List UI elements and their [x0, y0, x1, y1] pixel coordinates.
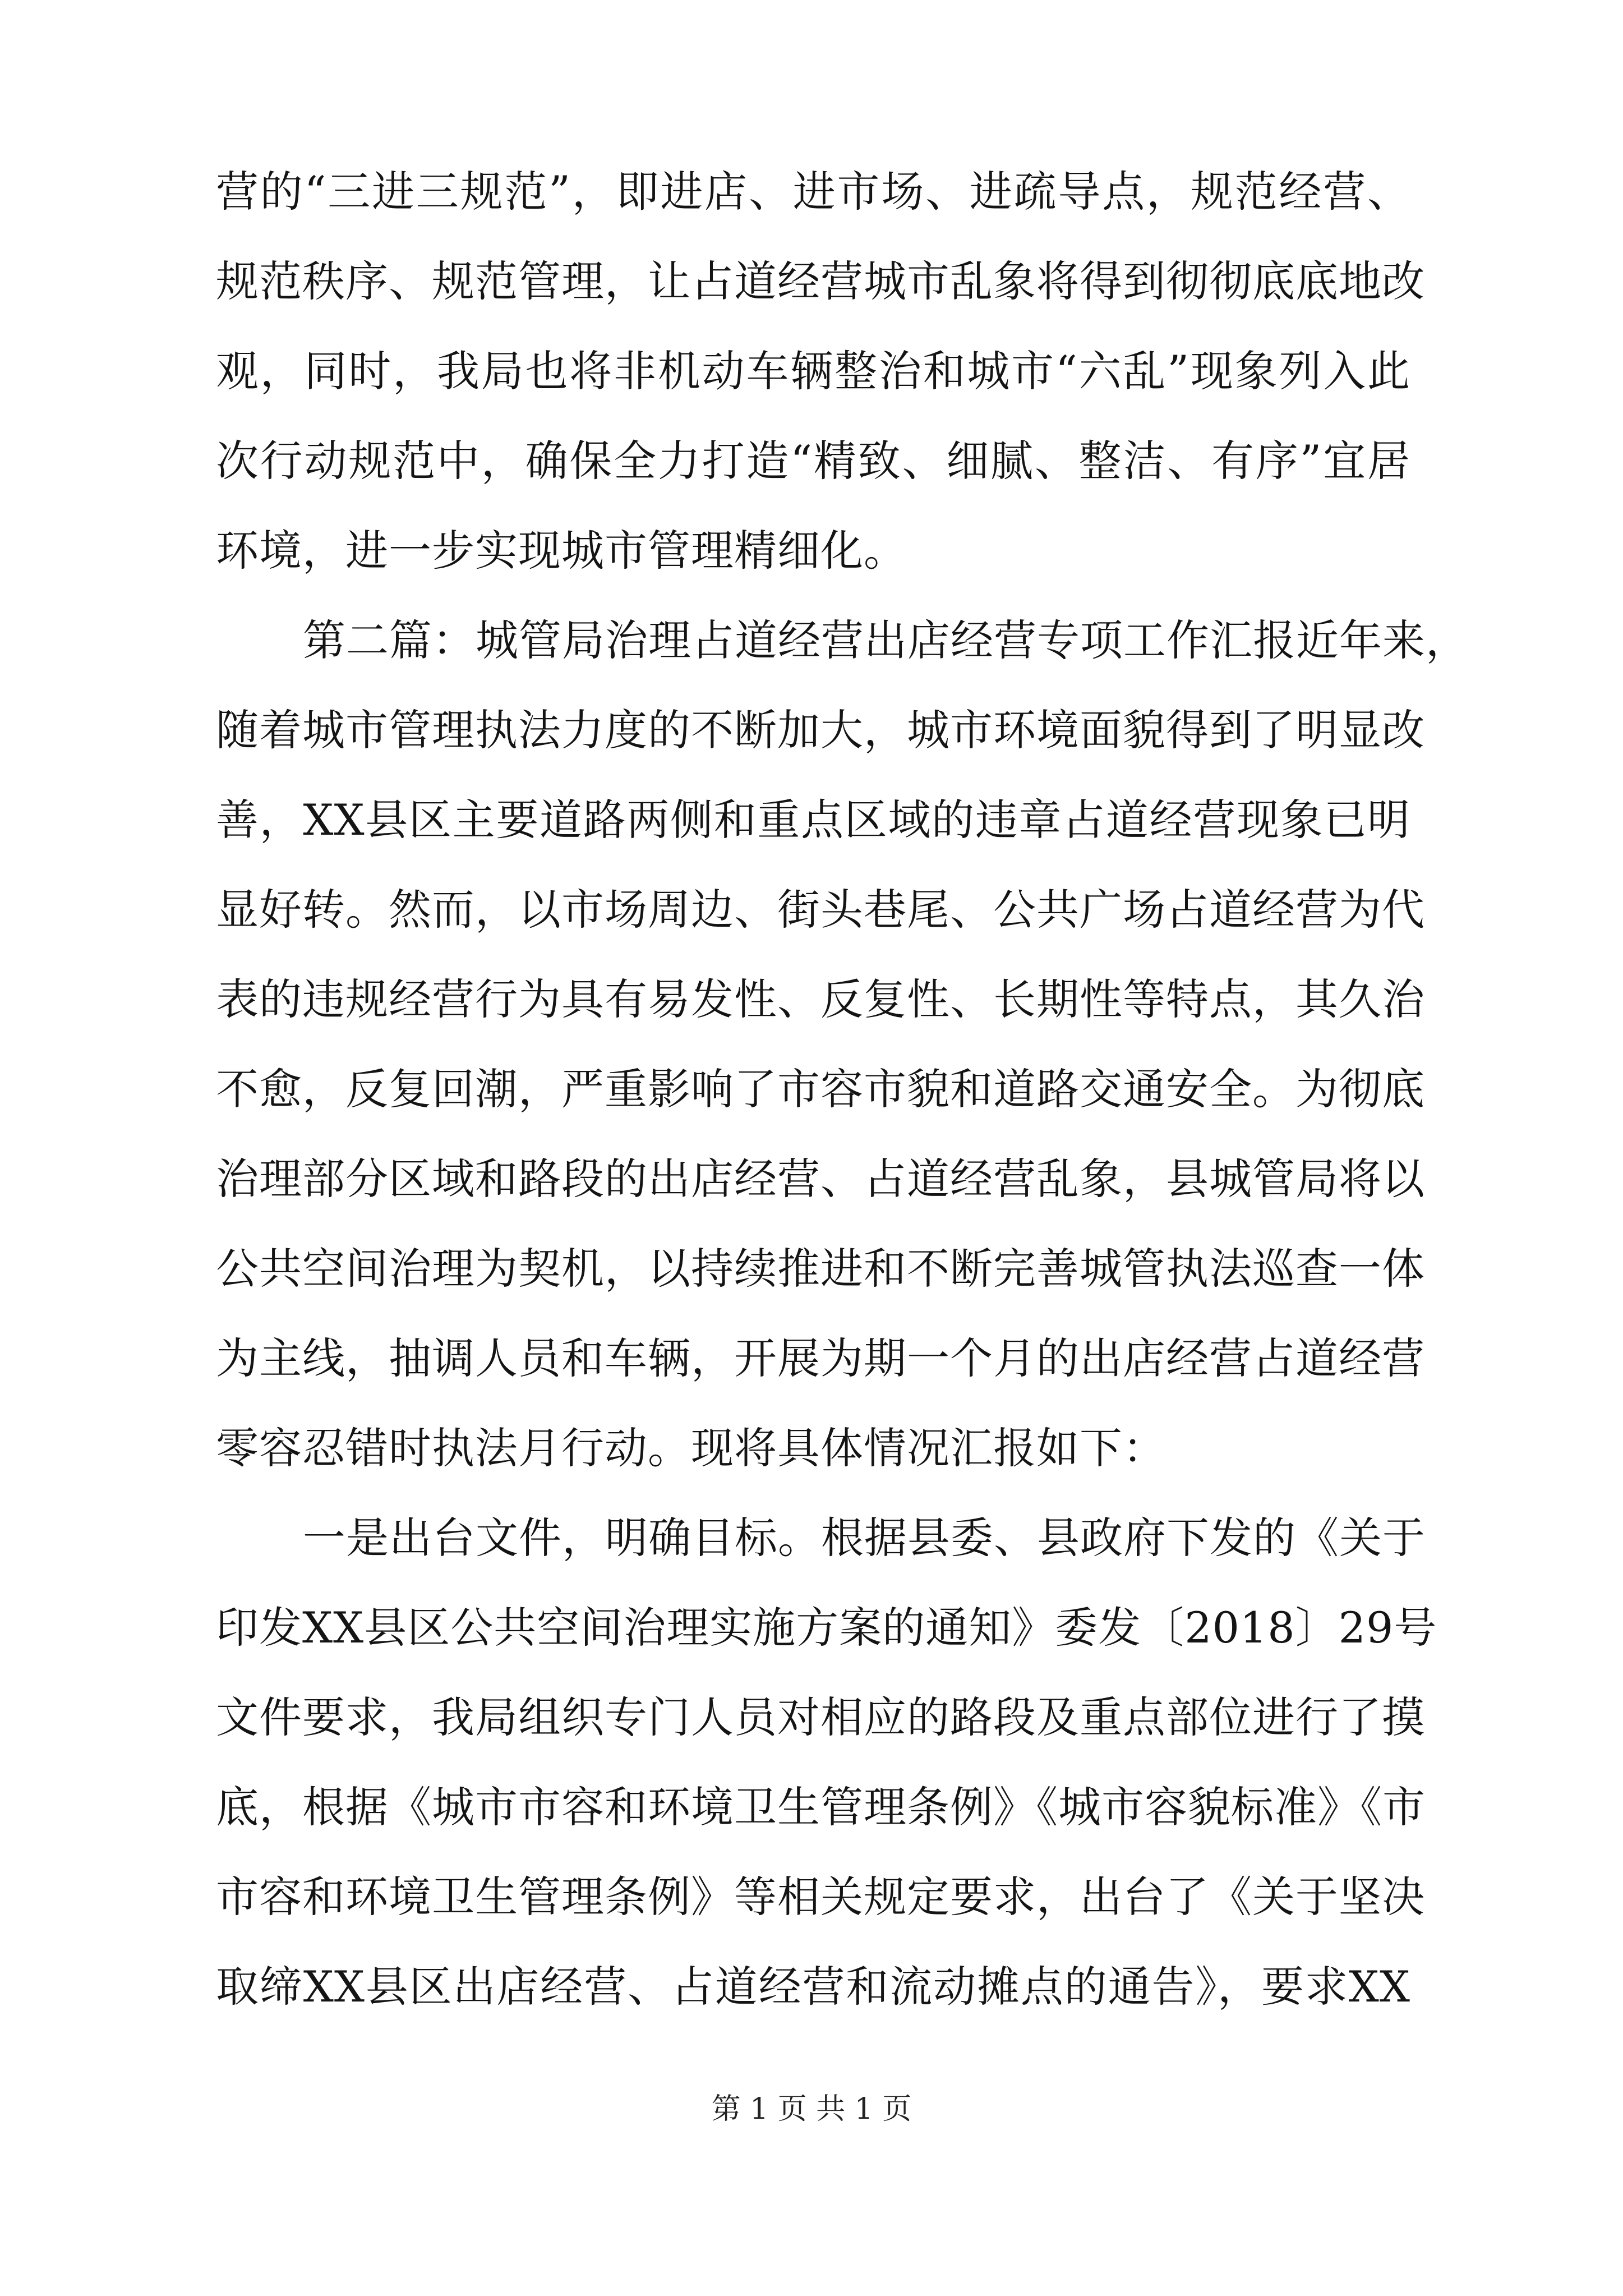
text-line: 底，根据《城市市容和环境卫生管理条例》《城市容貌标准》《市: [216, 1782, 1426, 1832]
text-line: 不愈，反复回潮，严重影响了市容市貌和道路交通安全。为彻底: [216, 1064, 1425, 1114]
text-line: 文件要求，我局组织专门人员对相应的路段及重点部位进行了摸: [216, 1692, 1425, 1742]
text-line: 善，XX县区主要道路两侧和重点区域的违章占道经营现象已明: [216, 795, 1410, 845]
page-number-footer: 第 1 页 共 1 页: [711, 2092, 912, 2126]
text-line: 一是出台文件，明确目标。根据县委、县政府下发的《关于: [303, 1513, 1426, 1563]
text-line: 表的违规经营行为具有易发性、反复性、长期性等特点，其久治: [216, 974, 1425, 1024]
text-line: 次行动规范中，确保全力打造“精致、细腻、整洁、有序”宜居: [216, 436, 1410, 486]
text-line: 规范秩序、规范管理，让占道经营城市乱象将得到彻彻底底地改: [216, 256, 1425, 306]
text-line: 环境，进一步实现城市管理精细化。: [216, 526, 907, 576]
text-line: 显好转。然而，以市场周边、街头巷尾、公共广场占道经营为代: [216, 885, 1425, 935]
text-line: 印发XX县区公共空间治理实施方案的通知》委发〔2018〕29号: [216, 1603, 1437, 1653]
text-line: 营的“三进三规范”，即进店、进市场、进疏导点，规范经营、: [216, 167, 1410, 217]
text-line: 观，同时，我局也将非机动车辆整治和城市“六乱”现象列入此: [216, 346, 1410, 396]
text-line: 公共空间治理为契机，以持续推进和不断完善城管执法巡查一体: [216, 1244, 1425, 1294]
text-line: 治理部分区域和路段的出店经营、占道经营乱象，县城管局将以: [216, 1154, 1425, 1204]
text-line: 为主线，抽调人员和车辆，开展为期一个月的出店经营占道经营: [216, 1333, 1425, 1383]
text-line: 第二篇：城管局治理占道经营出店经营专项工作汇报近年来，: [303, 615, 1469, 665]
text-line: 零容忍错时执法月行动。现将具体情况汇报如下：: [216, 1423, 1166, 1473]
text-line: 市容和环境卫生管理条例》等相关规定要求，出台了《关于坚决: [216, 1872, 1425, 1922]
text-line: 取缔XX县区出店经营、占道经营和流动摊点的通告》，要求XX: [216, 1962, 1410, 2012]
text-line: 随着城市管理执法力度的不断加大，城市环境面貌得到了明显改: [216, 705, 1425, 755]
